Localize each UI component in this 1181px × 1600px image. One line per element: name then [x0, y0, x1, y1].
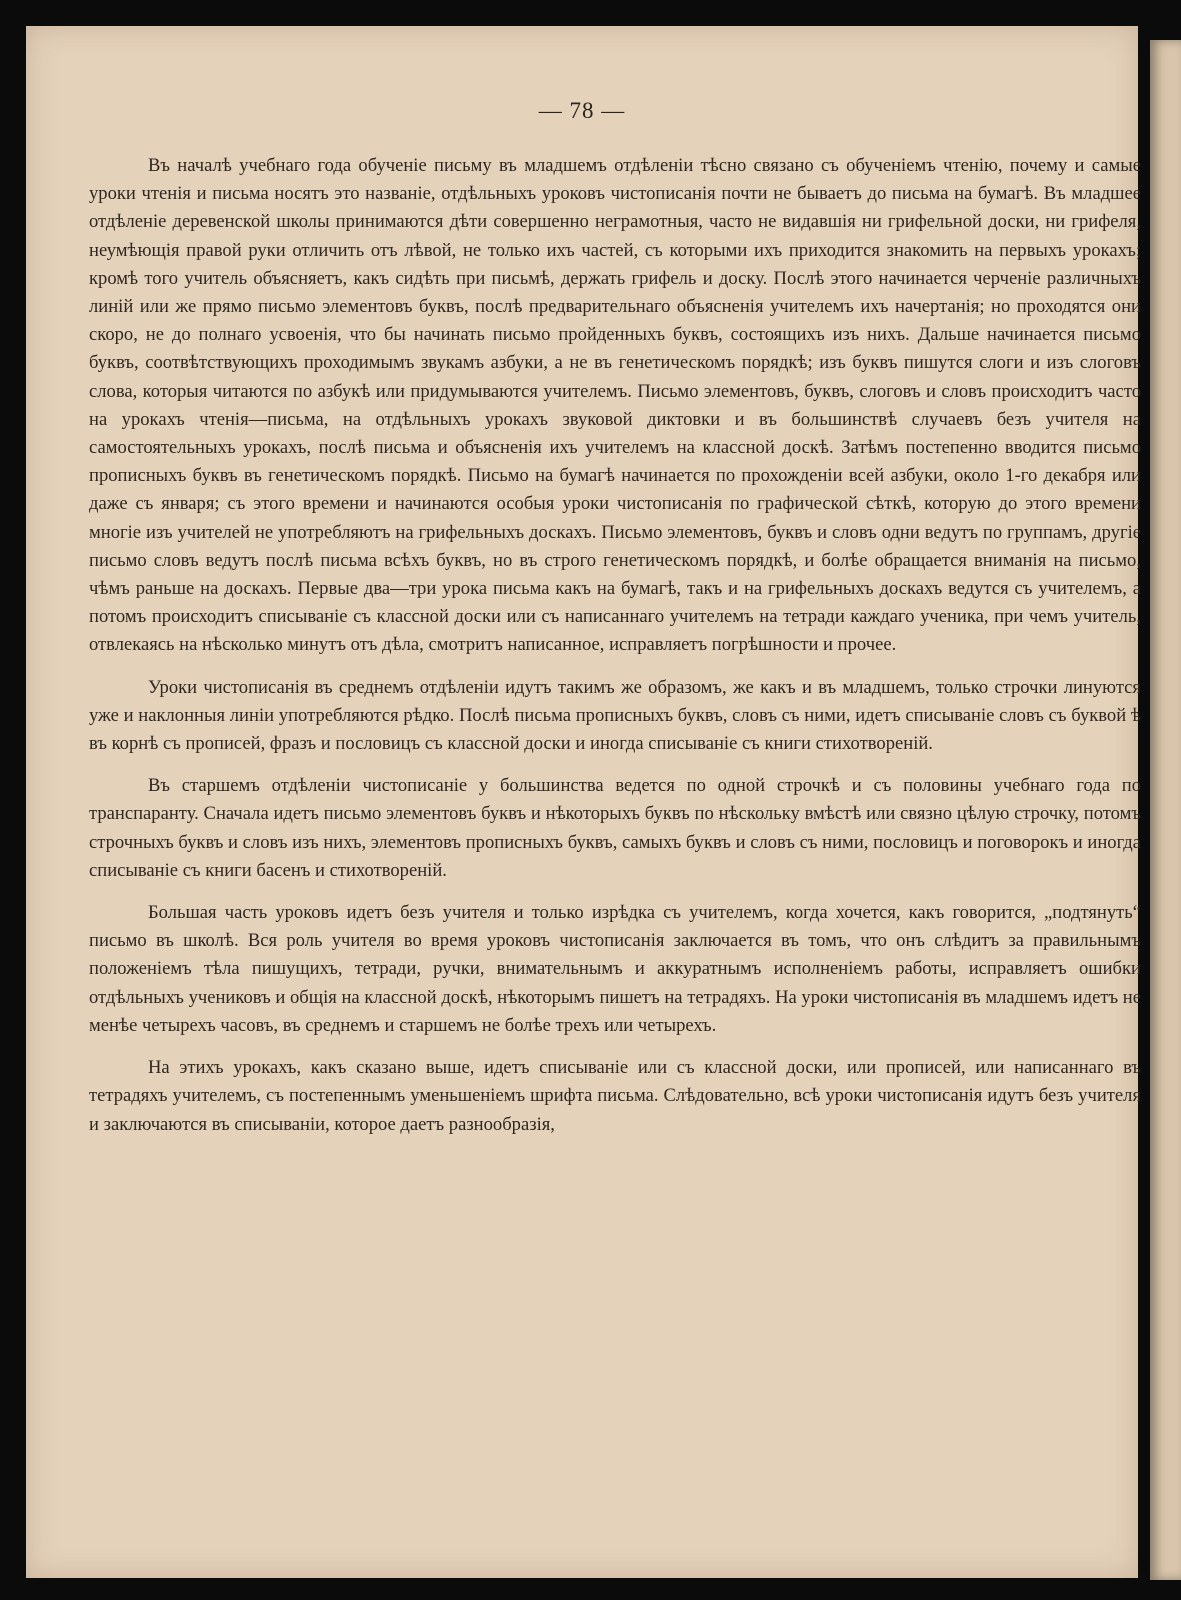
paragraph: На этихъ урокахъ, какъ сказано выше, идетъ списываніе или съ классной доски, или прописей, или написаннаго въ тетрадяхъ учителемъ, съ постепеннымъ уменьшеніемъ шрифта письма. Слѣдовательно, всѣ уроки чистописанія идутъ безъ учителя и заключаются въ списываніи, которое даетъ разнообразія, — [89, 1057, 1141, 1135]
page-text — [89, 152, 1141, 1153]
paragraph: Въ началѣ учебнаго года обученіе письму въ младшемъ отдѣленіи тѣсно связано съ обученіемъ чтенію, почему и самые уроки чтенія и письма носятъ это названіе, отдѣльныхъ уроковъ чистописанія почти не бываетъ до письма на бумагѣ. Въ младшее отдѣленіе деревенской школы принимаются дѣти совершенно неграмотныя, часто не видавшія ни грифельной доски, ни грифеля, неумѣющія правой руки отличить отъ лѣвой, не только ихъ частей, съ которыми ихъ приходится знакомить на первыхъ урокахъ; кромѣ того учитель объясняетъ, какъ сидѣть при письмѣ, держать грифель и доску. Послѣ этого начинается черченіе различныхъ линій или же прямо письмо элементовъ буквъ, послѣ предварительнаго объясненія учителемъ ихъ начертанія; но проходятся они скоро, не до полнаго усвоенія, что бы начинать письмо пройденныхъ буквъ, состоящихъ изъ нихъ. Дальше начинается письмо буквъ, соотвѣтствующихъ проходимымъ звукамъ азбуки, а не въ генетическомъ порядкѣ; изъ буквъ пишутся слоги и изъ слоговъ слова, которыя читаются по азбукѣ или придумываются учителемъ. Письмо элементовъ, буквъ, слоговъ и словъ происходитъ часто на урокахъ чтенія—письма, на отдѣльныхъ урокахъ звуковой диктовки и въ большинствѣ случаевъ безъ учителя на самостоятельныхъ урокахъ, послѣ письма и объясненія ихъ учителемъ на классной доскѣ. Затѣмъ постепенно вводится письмо прописныхъ буквъ въ генетическомъ порядкѣ. Письмо на бумагѣ начинается по прохожденіи всей азбуки, около 1-го декабря или даже съ января; съ этого времени и начинаются особыя уроки чистописанія по графической сѣткѣ, которую до этого времени многіе изъ учителей не употребляютъ на грифельныхъ доскахъ. Письмо элементовъ, буквъ и словъ одни ведутъ по группамъ, другіе письмо словъ ведутъ послѣ письма всѣхъ буквъ, но въ строго генетическомъ порядкѣ, и болѣе обращается вниманія на письмо, чѣмъ раньше на доскахъ. Первые два—три урока письма какъ на бумагѣ, такъ и на грифельныхъ доскахъ ведутся съ учителемъ, а потомъ происходитъ списываніе съ классной доски или съ написаннаго учителемъ на тетради каждаго ученика, при чемъ учитель, отвлекаясь на нѣсколько минутъ отъ дѣла, смотритъ написанное, исправляетъ погрѣшности и прочее. — [89, 155, 1141, 656]
paragraph: Большая часть уроковъ идетъ безъ учителя и только изрѣдка съ учителемъ, когда хочется, какъ говорится, „подтянуть“ письмо въ школѣ. Вся роль учителя во время уроковъ чистописанія заключается въ томъ, что онъ слѣдитъ за правильнымъ положеніемъ тѣла пишущихъ, тетради, ручки, внимательнымъ и аккуратнымъ исполненіемъ работы, исправляетъ ошибки отдѣльныхъ учениковъ и общія на классной доскѣ, нѣкоторымъ пишетъ на тетрадяхъ. На уроки чистописанія въ младшемъ идетъ не менѣе четырехъ часовъ, въ среднемъ и старшемъ не болѣе трехъ или четырехъ. — [89, 902, 1141, 1036]
page-number: — 78 — — [538, 98, 626, 123]
next-page-edge — [1150, 40, 1181, 1580]
paragraph: Уроки чистописанія въ среднемъ отдѣленіи идутъ такимъ же образомъ, же какъ и въ младшемъ, только строчки линуются уже и наклонныя линіи употребляются рѣдко. Послѣ письма прописныхъ буквъ, словъ съ ними, идетъ списываніе словъ съ буквой ѣ въ корнѣ съ прописей, фразъ и пословицъ съ классной доски и иногда списываніе съ книги стихотвореній. — [89, 676, 1141, 755]
paragraph: Въ старшемъ отдѣленіи чистописаніе у большинства ведется по одной строчкѣ и съ половины учебнаго года по транспаранту. Сначала идетъ письмо элементовъ буквъ и нѣкоторыхъ буквъ по нѣскольку вмѣстѣ или связно цѣлую строчку, потомъ строчныхъ буквъ и словъ изъ нихъ, элементовъ прописныхъ буквъ, самыхъ буквъ и словъ съ ними, пословицъ и поговорокъ и иногда списываніе съ книги басенъ и стихотвореній. — [89, 775, 1141, 881]
book-page — [26, 26, 1141, 1578]
